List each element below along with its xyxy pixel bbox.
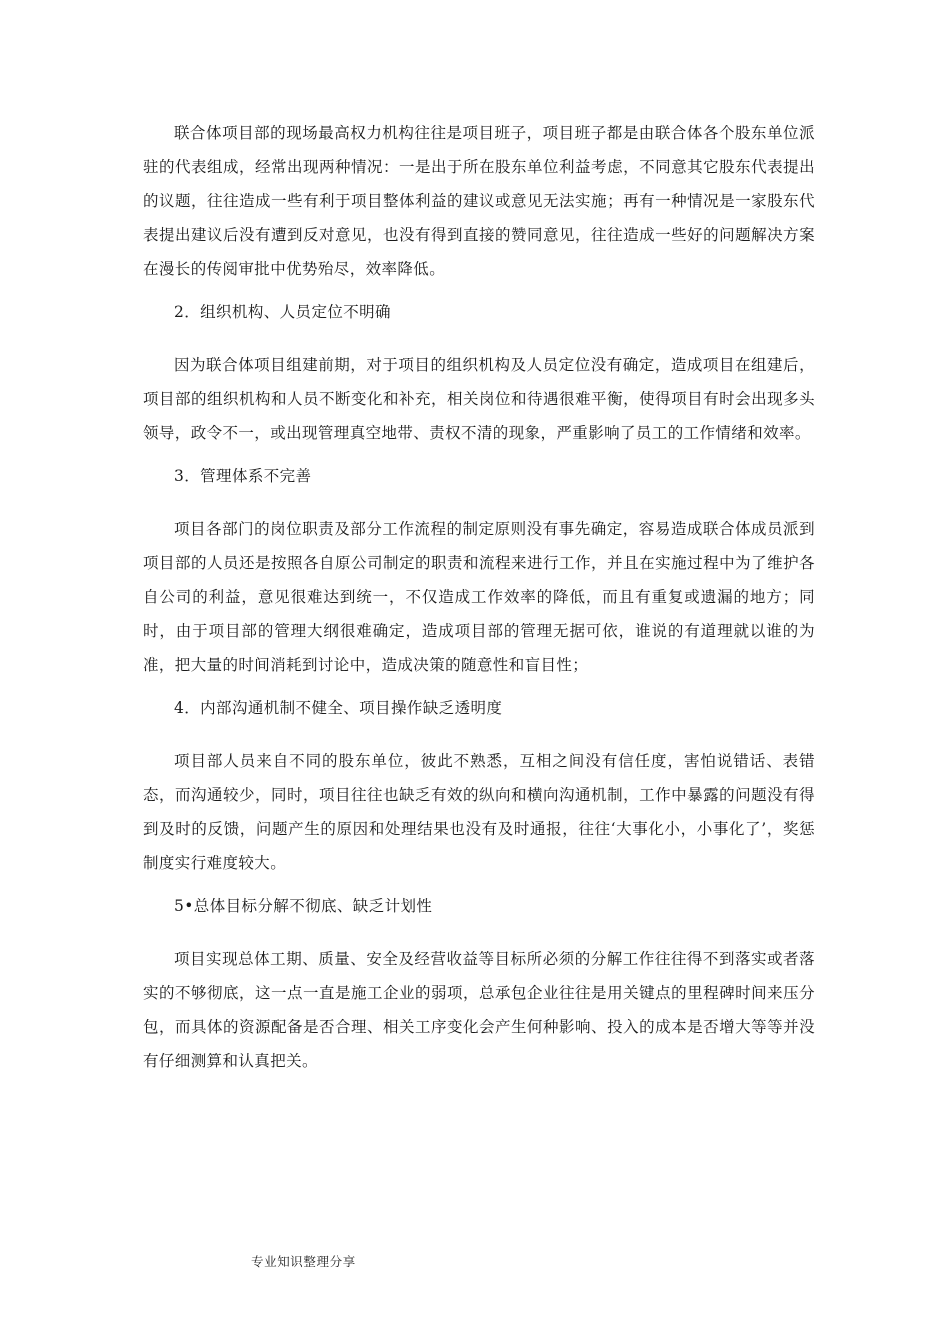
section-heading-5: 5•总体目标分解不彻底、缺乏计划性 bbox=[174, 897, 433, 915]
paragraph-organization: 因为联合体项目组建前期，对于项目的组织机构及人员定位没有确定，造成项目在组建后，项目部的组织机构和人员不断变化和补充，相关岗位和待遇很难平衡，使得项目有时会出现多头领导，政令不一，或出现管理真空地带、责权不清的现象，严重影响了员工的工作情绪和效率。 bbox=[143, 356, 815, 442]
section-heading-4: 4．内部沟通机制不健全、项目操作缺乏透明度 bbox=[174, 699, 503, 717]
paragraph-goal-decomposition: 项目实现总体工期、质量、安全及经营收益等目标所必须的分解工作往往得不到落实或者落实的不够彻底，这一点一直是施工企业的弱项，总承包企业往往是用关键点的里程碑时间来压分包，而具体的资源配备是否合理、相关工序变化会产生何种影响、投入的成本是否增大等等并没有仔细测算和认真把关。 bbox=[143, 950, 815, 1070]
paragraph-communication: 项目部人员来自不同的股东单位，彼此不熟悉，互相之间没有信任度，害怕说错话、表错态，而沟通较少，同时，项目往往也缺乏有效的纵向和横向沟通机制，工作中暴露的问题没有得到及时的反馈，问题产生的原因和处理结果也没有及时通报，往往‘大事化小，小事化了’，奖惩制度实行难度较大。 bbox=[143, 752, 815, 872]
section-heading-2: 2．组织机构、人员定位不明确 bbox=[174, 303, 391, 321]
paragraph-management-system: 项目各部门的岗位职责及部分工作流程的制定原则没有事先确定，容易造成联合体成员派到项目部的人员还是按照各自原公司制定的职责和流程来进行工作，并且在实施过程中为了维护各自公司的利益，意见很难达到统一，不仅造成工作效率的降低，而且有重复或遗漏的地方；同时，由于项目部的管理大纲很难确定，造成项目部的管理无据可依，谁说的有道理就以谁的为准，把大量的时间消耗到讨论中，造成决策的随意性和盲目性； bbox=[143, 520, 815, 674]
section-heading-3: 3．管理体系不完善 bbox=[174, 467, 312, 485]
page-footer: 专业知识整理分享 bbox=[251, 1254, 356, 1269]
document-body bbox=[143, 116, 815, 1087]
paragraph-joint-venture-authority: 联合体项目部的现场最高权力机构往往是项目班子，项目班子都是由联合体各个股东单位派驻的代表组成，经常出现两种情况：一是出于所在股东单位利益考虑，不同意其它股东代表提出的议题，往往造成一些有利于项目整体利益的建议或意见无法实施；再有一种情况是一家股东代表提出建议后没有遭到反对意见，也没有得到直接的赞同意见，往往造成一些好的问题解决方案在漫长的传阅审批中优势殆尽，效率降低。 bbox=[143, 124, 815, 278]
